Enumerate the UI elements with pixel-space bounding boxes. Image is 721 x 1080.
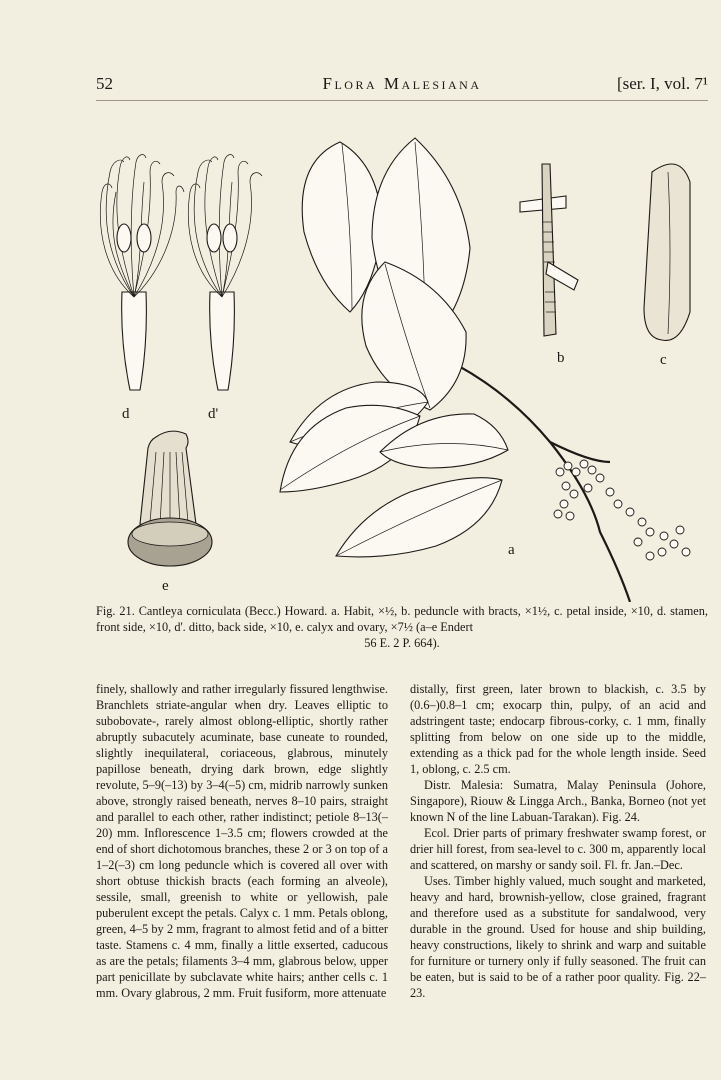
stamen-front-illustration xyxy=(100,155,184,390)
panel-label-b: b xyxy=(557,350,565,366)
botanical-figure xyxy=(90,112,710,602)
left-column-text: finely, shallowly and rather irregularly fissured lengthwise. Branchlets striate-angular when dry. Leaves elliptic to subobovate-, rarely almost oblong-elliptic, shortly rather abruptly subacutely acuminate, base cuneate to rounded, slightly inequilateral, coriaceous, glabrous, minutely papillose beneath, drying dark brown, edge slightly revolute, 5–9(–13) by 3–4(–5) cm, midrib narrowly sunken above, strongly raised beneath, nerves 8–10 pairs, straight and parallel to each other, rather indistinct; petiole 8–13(–20) mm. Inflorescence 1–3.5 cm; flowers crowded at the end of short dichotomous branches, these 2 or 3 on top of a 1–2(–3) cm long peduncle which is covered all over with short obtuse thickish bracts (each forming an alveole), sessile, small, greenish to white or yellowish, pale puberulent except the petals. Calyx c. 1 mm. Petals oblong, green, 4–5 by 2 mm, fragrant to almost fetid and of a bitter taste. Stamens c. 4 mm, finally a little exserted, caducous as are the petals; filaments 3–4 mm, glabrous below, upper part penicillate by subclavate white hairs; anther cells c. 1 mm. Ovary glabrous, 2 mm. Fruit fusiform, more attenuate xyxy=(96,682,388,1000)
page-number: 52 xyxy=(96,74,113,93)
petal-illustration xyxy=(644,164,690,340)
left-column xyxy=(96,681,388,1001)
panel-label-a: a xyxy=(508,542,515,558)
caption-line-1: Fig. 21. Cantleya corniculata (Becc.) Howard. a. Habit, ×½, b. peduncle with bracts, ×1½, c. petal inside, ×10, d. stamen, front side, ×10, d'. ditto, back side, ×10, e. calyx and ovary, ×7½ (a–e Endert xyxy=(96,604,708,634)
panel-label-e: e xyxy=(162,578,169,594)
panel-label-c: c xyxy=(660,352,667,368)
series-volume: [ser. I, vol. 7¹ xyxy=(616,74,708,93)
running-title: Flora Malesiana xyxy=(322,74,482,93)
fruit-description-continued: distally, first green, later brown to blackish, c. 3.5 by (0.6–)0.8–1 cm; exocarp thin, pulpy, of an acid and adstringent taste; endocarp fibrous-corky, c. 1 mm, finally splitting from below on one side up to the middle, extending as a thick pad for the whole length inside. Seed 1, oblong, c. 2.5 cm. xyxy=(410,682,706,776)
ecology-paragraph: Ecol. Drier parts of primary freshwater swamp forest, or drier hill forest, from sea-level to c. 300 m, apparently local and scattered, on marshy or sandy soil. Fl. fr. Jan.–Dec. xyxy=(410,826,706,872)
distribution-paragraph: Distr. Malesia: Sumatra, Malay Peninsula (Johore, Singapore), Riouw & Lingga Arch., Banka, Borneo (not yet known N of the line Labuan-Tarakan). Fig. 24. xyxy=(410,778,706,824)
right-column xyxy=(410,681,706,1001)
figure-caption xyxy=(96,603,708,651)
panel-label-d: d xyxy=(122,406,130,422)
habit-illustration xyxy=(280,138,690,602)
caption-line-2: 56 E. 2 P. 664). xyxy=(364,636,440,650)
page-header xyxy=(96,74,708,98)
panel-label-d-prime: d' xyxy=(208,406,219,422)
peduncle-illustration xyxy=(520,164,578,336)
stamen-back-illustration xyxy=(188,155,262,390)
header-rule xyxy=(96,100,708,101)
calyx-ovary-illustration xyxy=(128,431,212,566)
uses-paragraph: Uses. Timber highly valued, much sought and marketed, heavy and hard, brownish-yellow, close grained, fragrant and therefore used as a substitute for sandalwood, very durable in the ground. Used for house and ship building, heavy constructions, likely to shrink and warp and suitable for furniture or turnery only if fully seasoned. The fruit can be eaten, but is said to be of a rather poor quality. Fig. 22–23. xyxy=(410,874,706,1000)
